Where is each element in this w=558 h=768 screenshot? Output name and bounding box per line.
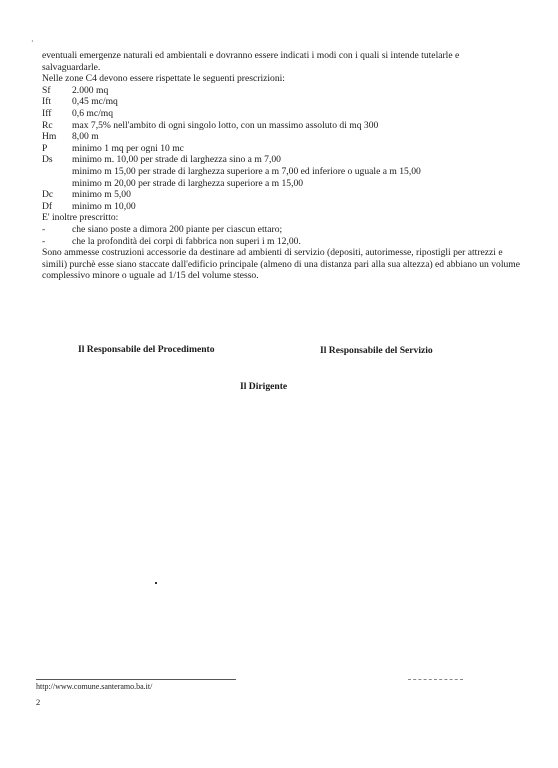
prescription-value: 2.000 mq xyxy=(72,84,109,96)
document-body xyxy=(42,50,522,282)
prescription-code: Sf xyxy=(42,84,51,96)
page-number: 2 xyxy=(36,697,41,707)
prescription-value: minimo m 10,00 xyxy=(72,200,136,212)
closing-paragraph: Sono ammesse costruzioni accessorie da destinare ad ambienti di servizio (depositi, autorimesse, ripostigli per attrezzi e simili) purchè esse siano staccate dall'edificio principale (almeno di una distanza pari alla sua altezza) ed abbiano un volume complessivo minore o uguale ad 1/15 del volume stesso. xyxy=(42,247,521,282)
bullet-text: che la profondità dei corpi di fabbrica non superi i m 12,00. xyxy=(72,235,301,247)
footer-rule xyxy=(36,679,236,680)
prescription-code: Dc xyxy=(42,189,54,201)
signature-procedure-manager: Il Responsabile del Procedimento xyxy=(78,344,215,355)
prescription-row xyxy=(42,85,522,97)
prescription-value: 8,00 m xyxy=(72,131,99,143)
bullet-item xyxy=(42,236,522,248)
prescription-value: minimo 1 mq per ogni 10 mc xyxy=(72,142,184,154)
bullet-text: che siano poste a dimora 200 piante per ciascun ettaro; xyxy=(72,223,283,235)
prescription-row xyxy=(42,154,522,166)
prescription-value: minimo m 5,00 xyxy=(72,189,131,201)
prescription-value: 0,45 mc/mq xyxy=(72,96,118,108)
prescription-value: 0,6 mc/mq xyxy=(72,107,114,119)
continuation-line: salvaguardarle. xyxy=(42,61,101,73)
bullet-item xyxy=(42,224,522,236)
prescription-code: Iff xyxy=(42,107,52,119)
prescription-row xyxy=(42,120,522,132)
prescription-row xyxy=(42,189,522,201)
prescription-value: minimo m. 10,00 per strade di larghezza sino a m 7,00 xyxy=(72,154,281,166)
ds-extra-line: minimo m 15,00 per strade di larghezza superiore a m 7,00 ed inferiore o uguale a m 15,00 xyxy=(72,165,421,177)
ds-extra-line: minimo m 20,00 per strade di larghezza superiore a m 15,00 xyxy=(72,177,304,189)
prescription-code: Ift xyxy=(42,96,52,108)
prescription-row xyxy=(42,108,522,120)
signature-service-manager: Il Responsabile del Servizio xyxy=(320,345,433,356)
signature-director: Il Dirigente xyxy=(240,381,288,392)
prescription-row xyxy=(42,131,522,143)
prescription-row xyxy=(42,96,522,108)
prescription-value: max 7,5% nell'ambito di ogni singolo lotto, con un massimo assoluto di mq 300 xyxy=(72,119,379,131)
also-prescribed: E' inoltre prescritto: xyxy=(42,212,119,224)
continuation-line: eventuali emergenze naturali ed ambientali e dovranno essere indicati i modi con i quali si intende tutelarle e xyxy=(42,50,460,61)
prescription-code: Rc xyxy=(42,119,53,131)
footer-rule-dashed xyxy=(408,679,463,680)
prescription-code: Hm xyxy=(42,131,57,143)
prescription-code: Df xyxy=(42,200,53,212)
bullet-dash: - xyxy=(42,223,46,235)
zone-intro: Nelle zone C4 devono essere rispettate le seguenti prescrizioni: xyxy=(42,73,285,85)
bullet-dash: - xyxy=(42,235,46,247)
prescription-code: Ds xyxy=(42,154,53,166)
footer-url: http://www.comune.santeramo.ba.it/ xyxy=(36,682,153,691)
scan-speck xyxy=(155,582,157,584)
prescription-row xyxy=(42,143,522,155)
prescription-code: P xyxy=(42,142,48,154)
scan-mark: · xyxy=(31,37,34,46)
prescription-row xyxy=(42,201,522,213)
